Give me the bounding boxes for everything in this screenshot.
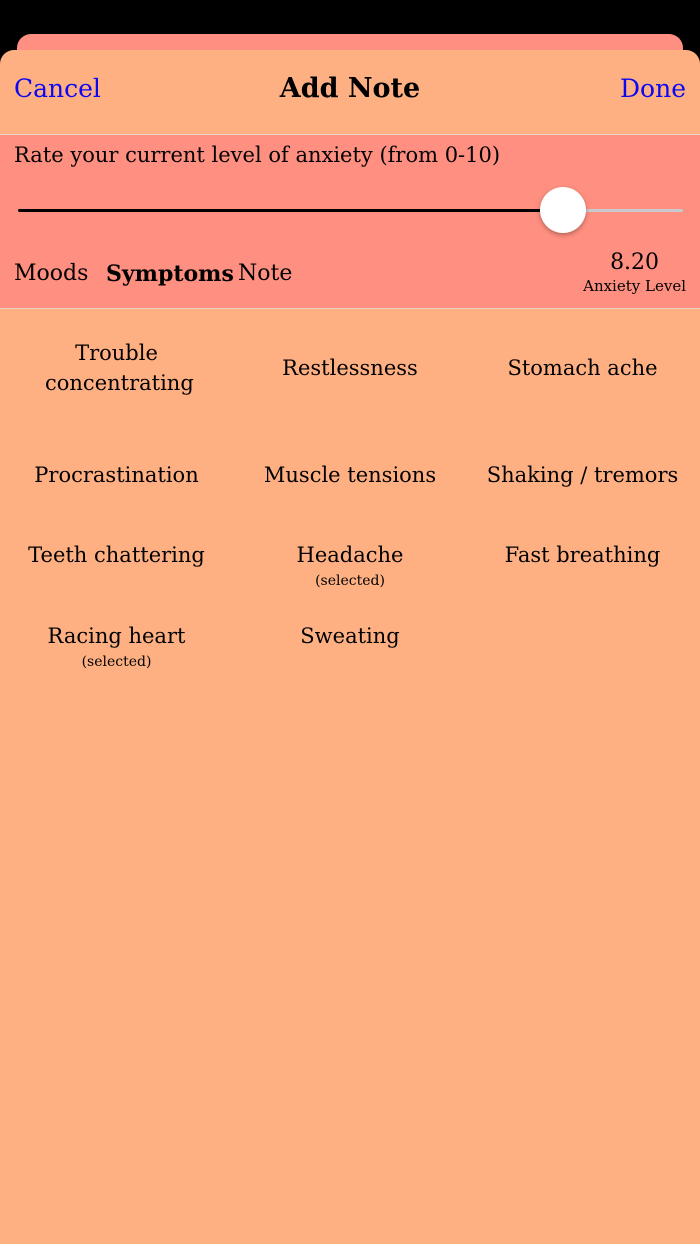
- anxiety-level-display: [583, 250, 686, 295]
- slider-fill: [18, 209, 563, 212]
- symptom-label: Teeth chattering: [28, 543, 205, 567]
- symptom-item[interactable]: [233, 621, 467, 651]
- anxiety-slider[interactable]: [18, 209, 683, 212]
- tab-symptoms[interactable]: Symptoms: [106, 261, 234, 287]
- slider-thumb[interactable]: [540, 187, 586, 233]
- tab-moods[interactable]: Moods: [14, 261, 89, 286]
- symptom-item[interactable]: [233, 540, 467, 592]
- symptom-label: Headache: [296, 543, 404, 567]
- symptom-item[interactable]: [233, 338, 467, 383]
- symptom-label: Racing heart: [47, 624, 186, 648]
- symptom-label: Stomach ache: [507, 356, 658, 380]
- symptom-item[interactable]: [0, 621, 233, 673]
- done-button[interactable]: Done: [620, 74, 686, 103]
- symptom-selected-indicator: (selected): [315, 573, 385, 589]
- navigation-bar: [0, 50, 700, 135]
- symptom-label: Sweating: [300, 624, 400, 648]
- cancel-button[interactable]: Cancel: [14, 74, 101, 103]
- symptom-label: Restlessness: [282, 356, 418, 380]
- symptom-item[interactable]: [233, 460, 467, 490]
- symptom-item[interactable]: [0, 338, 233, 398]
- anxiety-rating-panel: [0, 135, 700, 309]
- tab-note[interactable]: Note: [238, 261, 293, 286]
- symptom-label: Fast breathing: [504, 543, 661, 567]
- symptom-item[interactable]: [466, 338, 699, 383]
- anxiety-level-label: Anxiety Level: [583, 277, 686, 295]
- symptom-label: Shaking / tremors: [486, 463, 679, 487]
- symptom-selected-indicator: (selected): [81, 654, 152, 670]
- symptom-label: Muscle tensions: [263, 463, 437, 487]
- add-note-sheet: [0, 50, 700, 1244]
- symptom-item[interactable]: [466, 540, 699, 570]
- symptom-label: Procrastination: [34, 463, 199, 487]
- symptom-item[interactable]: [466, 460, 699, 490]
- symptom-label: Trouble concentrating: [45, 341, 194, 395]
- symptom-item[interactable]: [0, 540, 233, 570]
- symptom-item[interactable]: [0, 460, 233, 490]
- rating-prompt: Rate your current level of anxiety (from 0-10): [14, 143, 501, 167]
- anxiety-level-value: 8.20: [610, 250, 660, 275]
- page-title: Add Note: [279, 73, 421, 104]
